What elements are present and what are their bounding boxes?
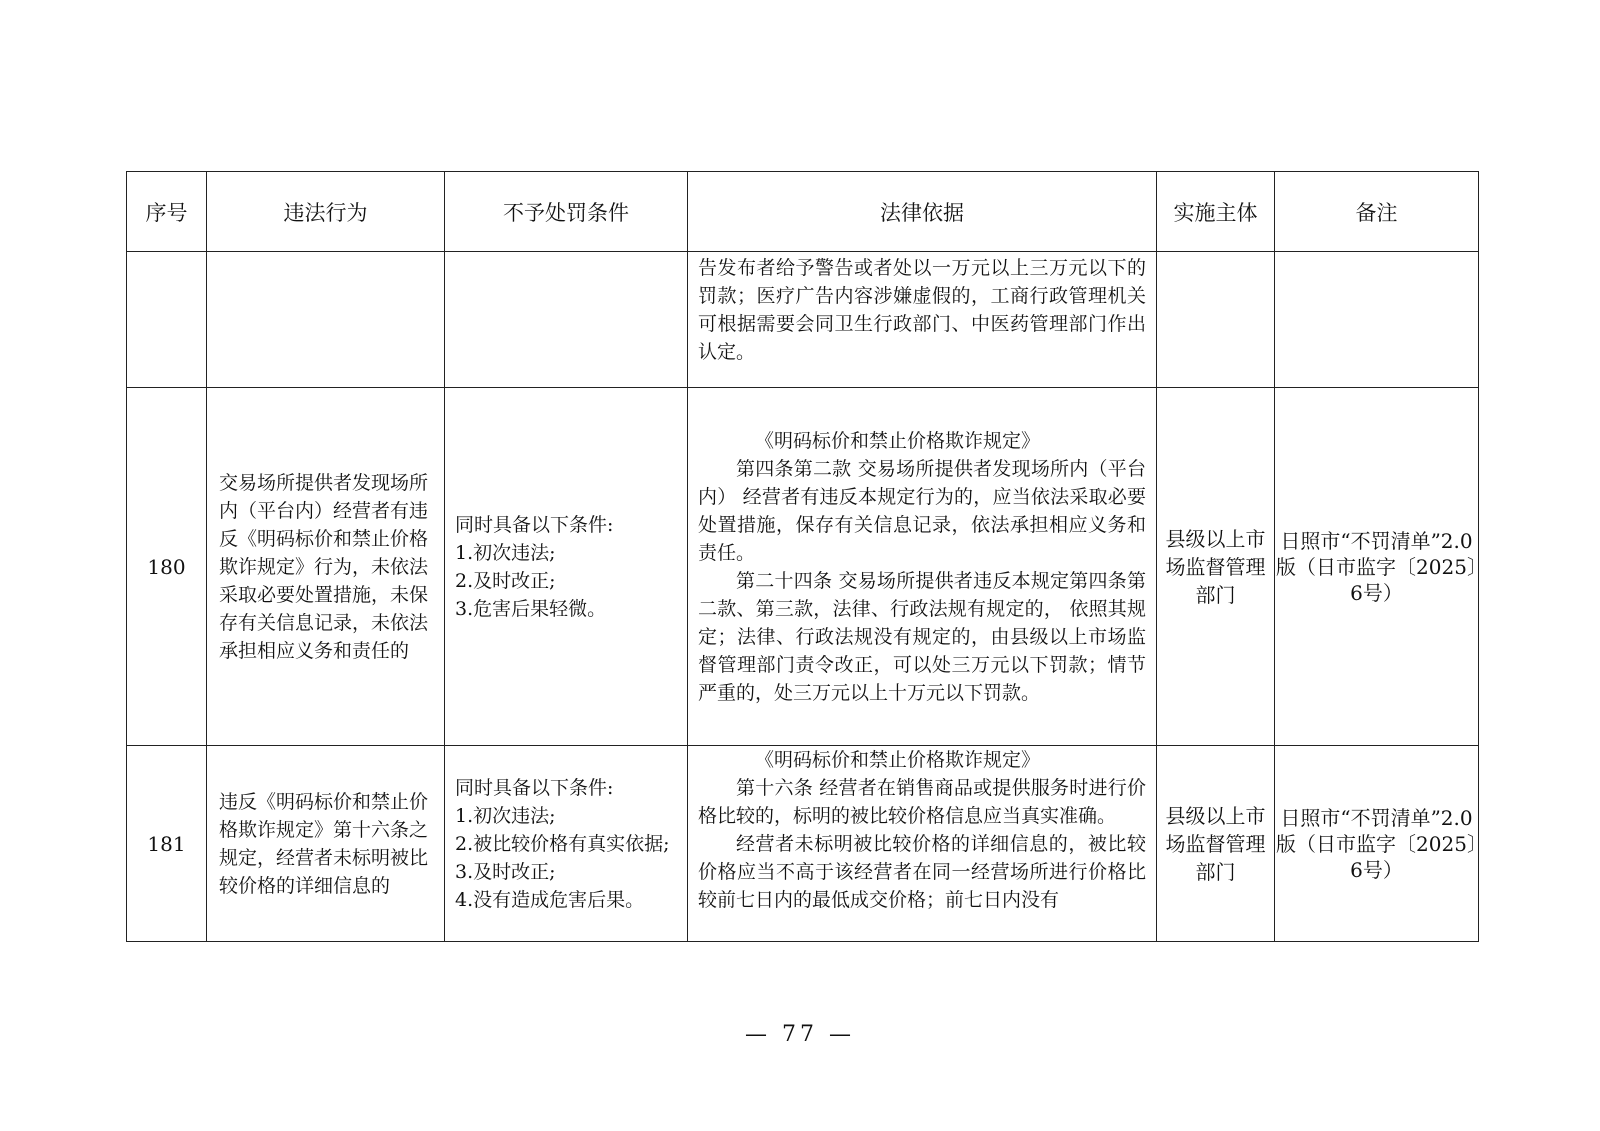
- basis-paragraph: 第十六条 经营者在销售商品或提供服务时进行价格比较的，标明的被比较价格信息应当真实准确。: [698, 777, 1146, 827]
- exemption-conditions: [445, 388, 688, 746]
- row-number: 180: [127, 388, 207, 746]
- basis-title: 《明码标价和禁止价格欺诈规定》: [755, 429, 1041, 452]
- condition-item: 2.被比较价格有真实依据;: [455, 832, 670, 855]
- basis-paragraph: 第四条第二款 交易场所提供者发现场所内（平台内） 经营者有违反本规定行为的，应当依法采取必要处置措施，保存有关信息记录，依法承担相应义务和责任。: [698, 457, 1146, 564]
- exemption-conditions: [445, 746, 688, 942]
- condition-item: 1.初次违法;: [455, 541, 556, 564]
- enforcement-subject: 县级以上市场监督管理部门: [1157, 746, 1275, 942]
- condition-item: 3.及时改正;: [455, 860, 556, 883]
- basis-continued-text: 告发布者给予警告或者处以一万元以上三万元以下的罚款；医疗广告内容涉嫌虚假的，工商行政管理机关可根据需要会同卫生行政部门、中医药管理部门作出认定。: [698, 257, 1146, 363]
- remark: 日照市“不罚清单”2.0版（日市监字〔2025〕6号）: [1275, 746, 1479, 942]
- cell-note: [1275, 252, 1479, 388]
- violation-text: 交易场所提供者发现场所内（平台内）经营者有违反《明码标价和禁止价格欺诈规定》行为，未依法采取必要处置措施，未保存有关信息记录，未依法承担相应义务和责任的: [207, 388, 445, 746]
- basis-title: 《明码标价和禁止价格欺诈规定》: [755, 749, 1041, 771]
- violation-text: 违反《明码标价和禁止价格欺诈规定》第十六条之规定，经营者未标明被比较价格的详细信息的: [207, 746, 445, 942]
- header-basis: 法律依据: [688, 172, 1157, 252]
- cell-act: [207, 252, 445, 388]
- cell-basis: [688, 252, 1157, 388]
- condition-item: 3.危害后果轻微。: [455, 597, 607, 620]
- header-act: 违法行为: [207, 172, 445, 252]
- header-note: 备注: [1275, 172, 1479, 252]
- basis-paragraph: 第二十四条 交易场所提供者违反本规定第四条第二款、第三款，法律、行政法规有规定的， 依照其规定；法律、行政法规没有规定的，由县级以上市场监督管理部门责令改正，可以处三万元以下罚款；情节严重的，处三万元以上十万元以下罚款。: [698, 569, 1146, 704]
- table-row-180: [127, 388, 1479, 746]
- condition-item: 同时具备以下条件:: [455, 513, 614, 536]
- row-number: 181: [127, 746, 207, 942]
- cell-cond: [445, 252, 688, 388]
- penalty-exemption-table: [126, 171, 1479, 942]
- table-row-continued: [127, 252, 1479, 388]
- header-num: 序号: [127, 172, 207, 252]
- legal-basis: [688, 388, 1157, 746]
- page-number: — 77 —: [745, 1022, 855, 1047]
- header-cond: 不予处罚条件: [445, 172, 688, 252]
- cell-num: [127, 252, 207, 388]
- cell-subject: [1157, 252, 1275, 388]
- table-row-181: [127, 746, 1479, 942]
- condition-item: 1.初次违法;: [455, 804, 556, 827]
- remark: 日照市“不罚清单”2.0版（日市监字〔2025〕6号）: [1275, 388, 1479, 746]
- header-subject: 实施主体: [1157, 172, 1275, 252]
- basis-paragraph: 经营者未标明被比较价格的详细信息的，被比较价格应当不高于该经营者在同一经营场所进行价格比较前七日内的最低成交价格；前七日内没有: [698, 833, 1146, 911]
- enforcement-subject: 县级以上市场监督管理部门: [1157, 388, 1275, 746]
- table-header-row: [127, 172, 1479, 252]
- condition-item: 同时具备以下条件:: [455, 776, 614, 799]
- condition-item: 2.及时改正;: [455, 569, 556, 592]
- condition-item: 4.没有造成危害后果。: [455, 888, 645, 911]
- legal-basis: [688, 746, 1157, 942]
